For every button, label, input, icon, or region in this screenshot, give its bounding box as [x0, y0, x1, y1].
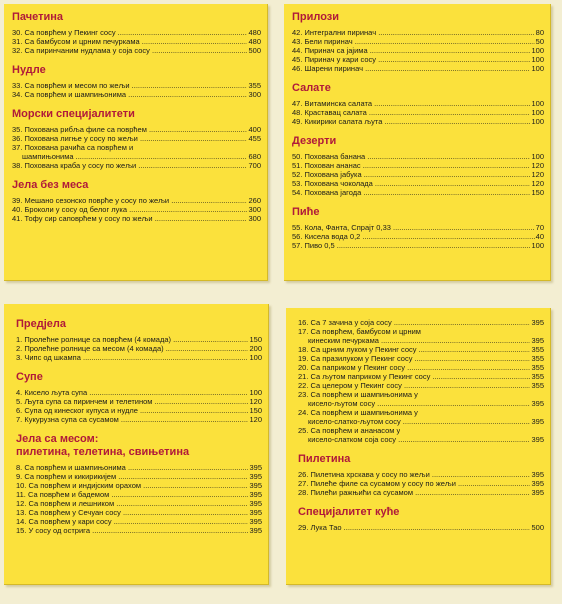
menu-item-name: 28. Пилећи ражњићи са сусамом ..... [298, 488, 530, 497]
menu-item [12, 152, 261, 161]
menu-item [292, 232, 544, 241]
menu-item [298, 381, 544, 390]
menu-item-name: 54. Похована јагода ..... [292, 188, 530, 197]
menu-item-name: 38. Похована краба у сосу по жељи ..... [12, 161, 247, 170]
menu-item [292, 46, 544, 55]
section-title [298, 453, 544, 466]
section-title [12, 179, 261, 192]
menu-item-name: 14. Са поврћем у кари сосу ..... [16, 517, 248, 526]
menu-item [298, 318, 544, 327]
section-title-text: Нудле [12, 64, 46, 76]
section-title-text: Јела без меса [12, 179, 89, 191]
menu-panel-top-right [284, 4, 551, 281]
menu-item-price: 120 [249, 415, 262, 424]
menu-item-price: 480 [248, 37, 261, 46]
menu-item [298, 426, 544, 435]
menu-item-name: 8. Са поврћем и шампињонима ..... [16, 463, 248, 472]
menu-item-price: 300 [248, 205, 261, 214]
menu-item-price: 100 [531, 152, 544, 161]
menu-item-list [292, 99, 544, 126]
menu-item-price: 395 [531, 488, 544, 497]
menu-panel-top-left [4, 4, 268, 281]
menu-item-list [12, 125, 261, 170]
menu-item [16, 335, 262, 344]
menu-item-price: 395 [249, 490, 262, 499]
menu-item-name: 16. Са 7 зачина у соја сосу ..... [298, 318, 530, 327]
menu-item-name: 32. Са пиринчаним нудлама у соја сосу ..... [12, 46, 247, 55]
section-title-text: Пилетина [298, 453, 351, 465]
menu-item [12, 28, 261, 37]
menu-item-name: 24. Са поврћем и шампињонима у [298, 408, 418, 417]
menu-item-list [16, 463, 262, 535]
menu-item [298, 470, 544, 479]
section-title-text: Јела са месом: [16, 433, 99, 445]
menu-item-name: 31. Са бамбусом и црним печуркама ..... [12, 37, 247, 46]
menu-item-price: 150 [249, 335, 262, 344]
menu-item-name: 20. Са паприком у Пекинг сосу ..... [298, 363, 530, 372]
menu-item-name: 25. Са поврћем и ананасом у [298, 426, 401, 435]
section-title [16, 371, 262, 384]
menu-item-price: 355 [531, 354, 544, 363]
menu-item [16, 526, 262, 535]
section-title [12, 108, 261, 121]
menu-item-name: кисело-слатко-љутом сосу ..... [298, 417, 530, 426]
menu-item [292, 161, 544, 170]
section-title-text: Салате [292, 82, 331, 94]
menu-item-name: 48. Крaставац салата ..... [292, 108, 530, 117]
section-title-text: Дезерти [292, 135, 337, 147]
menu-item [16, 353, 262, 362]
menu-item-name: 41. Тофу сир саповрћем у сосу по жељи ..... [12, 214, 247, 223]
menu-item-name: 29. Лука Тао ..... [298, 523, 530, 532]
menu-item [298, 408, 544, 417]
menu-item-name: 26. Пилетина хрскава у сосу по жељи ..... [298, 470, 530, 479]
section-title-text: Морски специјалитети [12, 108, 135, 120]
menu-item-price: 70 [535, 223, 544, 232]
menu-item-name: 46. Шарени пиринач ..... [292, 64, 530, 73]
menu-item [292, 37, 544, 46]
menu-item [16, 472, 262, 481]
menu-item-name: кисело-љутом сосу ..... [298, 399, 530, 408]
menu-item-name: 39. Мешано сезонско поврће у сосу по жељи ..... [12, 196, 247, 205]
menu-item-price: 395 [249, 499, 262, 508]
menu-item-name: 53. Похована чоколада ..... [292, 179, 530, 188]
menu-item [12, 125, 261, 134]
menu-item-name: шампињонима ..... [12, 152, 247, 161]
menu-item [12, 161, 261, 170]
section-title-text: Супе [16, 371, 43, 383]
menu-item-name: 1. Пролећне ролнице са поврћем (4 комада) ..... [16, 335, 248, 344]
menu-item-name: 27. Пилеће филе са сусамом у сосу по жељи ..... [298, 479, 530, 488]
menu-item-price: 355 [531, 381, 544, 390]
menu-item-name: 50. Похована банана ..... [292, 152, 530, 161]
menu-item-price: 395 [531, 435, 544, 444]
menu-item-list [292, 152, 544, 197]
menu-item-name: 18. Са црним луком у Пекинг сосу ..... [298, 345, 530, 354]
menu-item-price: 395 [531, 479, 544, 488]
menu-item [298, 390, 544, 399]
section-title-text: Прилози [292, 11, 340, 23]
section-title [292, 82, 544, 95]
menu-item-price: 395 [531, 470, 544, 479]
menu-item [292, 117, 544, 126]
menu-item [292, 223, 544, 232]
menu-item-price: 100 [249, 353, 262, 362]
menu-item-list [12, 81, 261, 99]
menu-item-price: 200 [249, 344, 262, 353]
menu-item-list [12, 28, 261, 55]
menu-item-list [16, 388, 262, 424]
menu-item-price: 100 [531, 64, 544, 73]
menu-item-price: 395 [249, 517, 262, 526]
menu-item-price: 150 [249, 406, 262, 415]
menu-item-price: 100 [531, 241, 544, 250]
section-title-text: Специјалитет куће [298, 506, 400, 518]
menu-item [292, 152, 544, 161]
menu-item-name: 23. Са поврћем и шампињонима у [298, 390, 418, 399]
menu-item [298, 363, 544, 372]
menu-item-name: 51. Похован ананас ..... [292, 161, 530, 170]
menu-item [12, 134, 261, 143]
menu-item-name: 4. Кисело љута супа ..... [16, 388, 248, 397]
menu-item-price: 395 [531, 336, 544, 345]
menu-item [292, 170, 544, 179]
menu-item-price: 355 [531, 363, 544, 372]
menu-item-name: 37. Похована рачића са поврћем и [12, 143, 134, 152]
menu-item [298, 372, 544, 381]
menu-item-name: 12. Са поврћем и лешником ..... [16, 499, 248, 508]
menu-item [16, 508, 262, 517]
menu-item [12, 46, 261, 55]
menu-item-name: кисело-слатком соја сосу ..... [298, 435, 530, 444]
section-title [292, 135, 544, 148]
section-title [12, 64, 261, 77]
menu-item-name: 47. Витаминска салата ..... [292, 99, 530, 108]
menu-item [298, 488, 544, 497]
menu-item-list [292, 223, 544, 250]
menu-item-name: 42. Интегрални пиринач ..... [292, 28, 535, 37]
menu-item-price: 260 [248, 196, 261, 205]
menu-item-price: 100 [531, 99, 544, 108]
section-title-text: Пачетина [12, 11, 64, 23]
menu-item-price: 395 [249, 463, 262, 472]
menu-item-price: 480 [248, 28, 261, 37]
menu-item-price: 100 [531, 117, 544, 126]
menu-item-name: 6. Супа од кинеског купуса и нудле ..... [16, 406, 248, 415]
section-title [292, 206, 544, 219]
menu-item-name: 7. Кукурузна супа са сусамом ..... [16, 415, 248, 424]
section-title-text: Предјела [16, 318, 67, 330]
menu-item-price: 395 [531, 318, 544, 327]
menu-item [298, 479, 544, 488]
menu-item-price: 395 [249, 526, 262, 535]
menu-item-name: 55. Кола, Фанта, Спрајт 0,33 ..... [292, 223, 535, 232]
menu-item-name: 57. Пиво 0,5 ..... [292, 241, 530, 250]
menu-item-name: 17. Са поврћем, бамбусом и црним [298, 327, 421, 336]
menu-item-price: 395 [531, 399, 544, 408]
menu-item [298, 523, 544, 532]
menu-item-name: 22. Са целером у Пекинг сосу ..... [298, 381, 530, 390]
menu-item [16, 463, 262, 472]
menu-item-list [16, 335, 262, 362]
menu-item-price: 120 [249, 397, 262, 406]
menu-item-name: 19. Са празилуком у Пекинг сосу ..... [298, 354, 530, 363]
menu-item-name: 36. Похована лигње у сосу по жељи ..... [12, 134, 247, 143]
menu-item [16, 344, 262, 353]
menu-item-price: 355 [531, 372, 544, 381]
menu-item-list [12, 196, 261, 223]
menu-item-list [298, 523, 544, 532]
menu-item [292, 55, 544, 64]
menu-item-list [298, 470, 544, 497]
menu-item-name: 30. Са поврћем у Пекинг сосу ..... [12, 28, 247, 37]
menu-item-name: 10. Са поврћем и индијским орахом ..... [16, 481, 248, 490]
menu-item-name: 11. Са поврћем и бадемом ..... [16, 490, 248, 499]
menu-item [12, 143, 261, 152]
menu-item-name: 52. Похована јабука ..... [292, 170, 530, 179]
section-title [16, 318, 262, 331]
menu-item-price: 80 [535, 28, 544, 37]
menu-item [12, 90, 261, 99]
menu-panel-bottom-right [286, 308, 551, 585]
menu-item-name: 49. Кикирики салата љута ..... [292, 117, 530, 126]
menu-item-price: 300 [248, 214, 261, 223]
menu-item [292, 108, 544, 117]
menu-item [16, 415, 262, 424]
menu-item [12, 37, 261, 46]
menu-item-price: 120 [531, 179, 544, 188]
menu-item-name: 56. Кисела вода 0,2 ..... [292, 232, 535, 241]
menu-item [16, 517, 262, 526]
section-title [16, 433, 262, 459]
section-subtitle-text: пилетина, телетина, свињетина [16, 446, 190, 458]
menu-item-price: 300 [248, 90, 261, 99]
menu-item-name: 35. Похована рибља филе са поврћем ..... [12, 125, 247, 134]
menu-item [298, 345, 544, 354]
menu-item-price: 395 [249, 472, 262, 481]
section-title [298, 506, 544, 519]
menu-item-name: 44. Пиринач са јајима ..... [292, 46, 530, 55]
menu-item [298, 327, 544, 336]
menu-item-price: 500 [531, 523, 544, 532]
menu-item-price: 400 [248, 125, 261, 134]
menu-item [16, 406, 262, 415]
menu-item [292, 241, 544, 250]
menu-item-price: 120 [531, 161, 544, 170]
menu-item-price: 680 [248, 152, 261, 161]
menu-item-name: 9. Са поврћем и кикирикијем ..... [16, 472, 248, 481]
menu-item-name: 45. Пиринач у кари сосу ..... [292, 55, 530, 64]
menu-item-price: 500 [248, 46, 261, 55]
menu-item [298, 435, 544, 444]
menu-item-name: 43. Бели пиринач ..... [292, 37, 535, 46]
menu-item-price: 395 [249, 481, 262, 490]
menu-item-name: 3. Чипс од шкампа ..... [16, 353, 248, 362]
menu-item [292, 179, 544, 188]
menu-item [292, 64, 544, 73]
menu-item-name: кинеским печуркама ..... [298, 336, 530, 345]
menu-item [16, 499, 262, 508]
menu-item-price: 455 [248, 134, 261, 143]
menu-item [292, 99, 544, 108]
menu-item [298, 417, 544, 426]
menu-item-price: 100 [531, 46, 544, 55]
menu-item [12, 81, 261, 90]
menu-panel-bottom-left [4, 304, 269, 585]
menu-item-name: 34. Са поврћем и шампињонима ..... [12, 90, 247, 99]
menu-item-price: 40 [535, 232, 544, 241]
section-title [12, 11, 261, 24]
menu-item-name: 13. Са поврћем у Сечуан сосу ..... [16, 508, 248, 517]
menu-item-price: 100 [531, 108, 544, 117]
menu-item [298, 399, 544, 408]
menu-item-price: 50 [535, 37, 544, 46]
menu-item [12, 196, 261, 205]
menu-item [16, 388, 262, 397]
menu-item [298, 354, 544, 363]
menu-item-name: 2. Пролећне ролнице са месом (4 комада) ..... [16, 344, 248, 353]
menu-item [292, 188, 544, 197]
menu-item [16, 397, 262, 406]
menu-item-list [298, 318, 544, 444]
menu-item [12, 214, 261, 223]
menu-item-price: 100 [531, 55, 544, 64]
menu-item-name: 15. У сосу од остригa ..... [16, 526, 248, 535]
menu-item-name: 5. Љута супа са пиринчем и телетином ..... [16, 397, 248, 406]
menu-item-name: 33. Са поврћем и месом по жељи ..... [12, 81, 247, 90]
menu-item-list [292, 28, 544, 73]
menu-item-price: 100 [249, 388, 262, 397]
section-title-text: Пиће [292, 206, 320, 218]
menu-item [292, 28, 544, 37]
menu-item [16, 481, 262, 490]
menu-item-price: 120 [531, 170, 544, 179]
menu-item-name: 21. Са љутом паприком у Пекинг сосу ..... [298, 372, 530, 381]
menu-item-price: 355 [248, 81, 261, 90]
menu-item-price: 355 [531, 345, 544, 354]
menu-item-price: 150 [531, 188, 544, 197]
menu-item-price: 395 [249, 508, 262, 517]
menu-item [12, 205, 261, 214]
menu-item-price: 700 [248, 161, 261, 170]
menu-item [298, 336, 544, 345]
section-title [292, 11, 544, 24]
menu-item-price: 395 [531, 417, 544, 426]
menu-item [16, 490, 262, 499]
menu-item-name: 40. Броколи у сосу од белог лука ..... [12, 205, 247, 214]
